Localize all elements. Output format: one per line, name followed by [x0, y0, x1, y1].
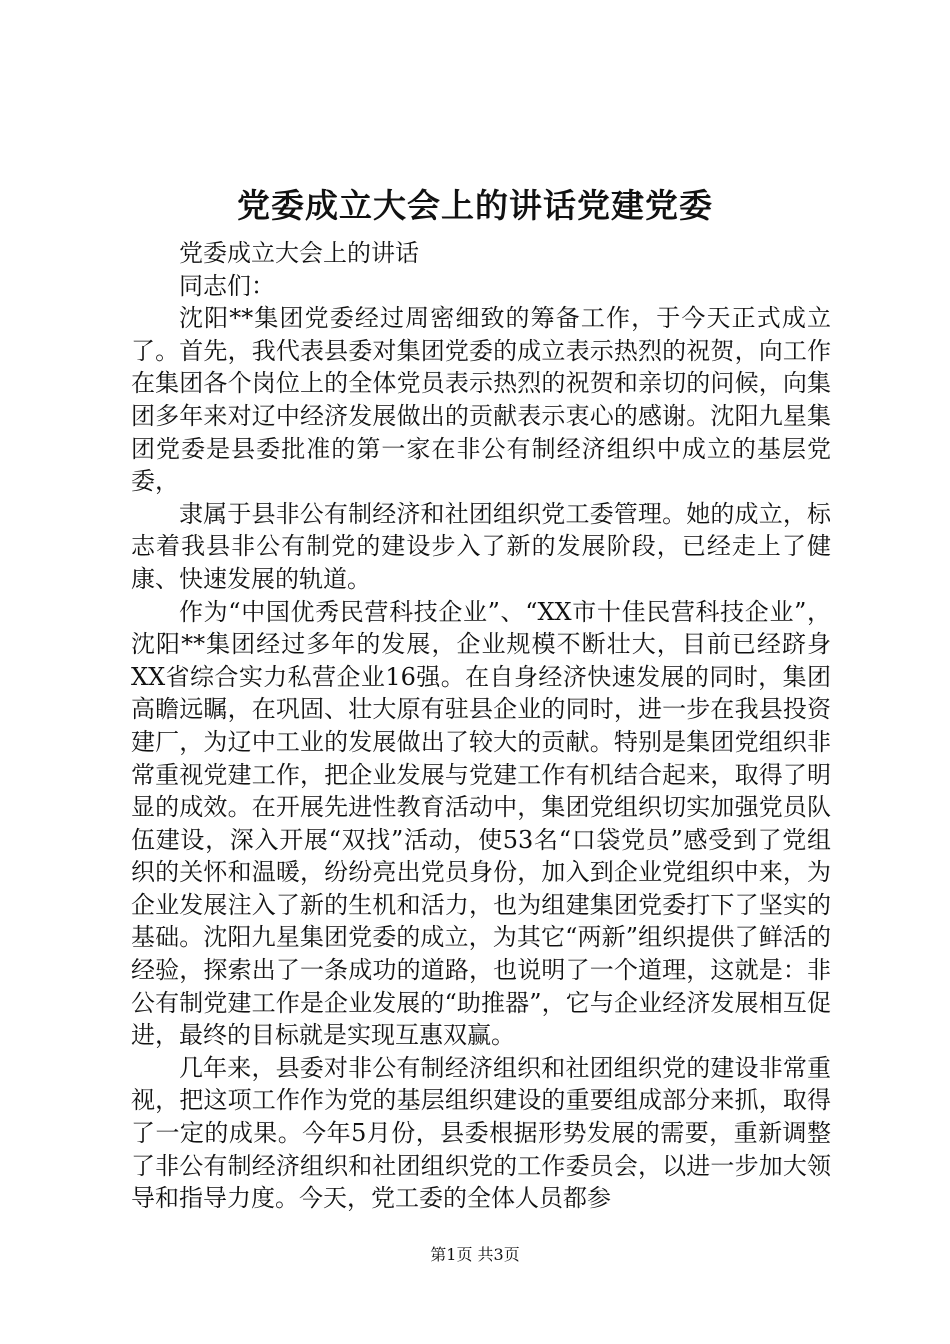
paragraph: 几年来，县委对非公有制经济组织和社团组织党的建设非常重视，把这项工作作为党的基层组织建设的重要组成部分来抓，取得了一定的成果。今年5月份，县委根据形势发展的需要，重新调整了非公有制经济组织和社团组织党的工作委员会，以进一步加大领导和指导力度。今天，党工委的全体人员都参 — [131, 1053, 831, 1213]
paragraph: 隶属于县非公有制经济和社团组织党工委管理。她的成立，标志着我县非公有制党的建设步入了新的发展阶段，已经走上了健康、快速发展的轨道。 — [131, 499, 831, 593]
paragraph: 作为“中国优秀民营科技企业”、“XX市十佳民营科技企业”，沈阳**集团经过多年的发展，企业规模不断壮大，目前已经跻身XX省综合实力私营企业16强。在自身经济快速发展的同时，集团高瞻远瞩，在巩固、壮大原有驻县企业的同时，进一步在我县投资建厂，为辽中工业的发展做出了较大的贡献。特别是集团党组织非常重视党建工作，把企业发展与党建工作有机结合起来，取得了明显的成效。在开展先进性教育活动中，集团党组织切实加强党员队伍建设，深入开展“双找”活动，使53名“口袋党员”感受到了党组织的关怀和温暖，纷纷亮出党员身份，加入到企业党组织中来，为企业发展注入了新的生机和活力，也为组建集团党委打下了坚实的基础。沈阳九星集团党委的成立，为其它“两新”组织提供了鲜活的经验，探索出了一条成功的道路，也说明了一个道理，这就是：非公有制党建工作是企业发展的“助推器”，它与企业经济发展相互促进，最终的目标就是实现互惠双赢。 — [131, 597, 831, 1050]
document-body — [131, 237, 831, 1215]
paragraph-subtitle: 党委成立大会上的讲话 — [179, 239, 419, 267]
page-number-footer: 第1页 共3页 — [430, 1245, 520, 1264]
document-title: 党委成立大会上的讲话党建党委 — [237, 186, 713, 225]
paragraph-salutation: 同志们： — [179, 271, 275, 300]
paragraph: 沈阳**集团党委经过周密细致的筹备工作，于今天正式成立了。首先，我代表县委对集团党委的成立表示热烈的祝贺，向工作在集团各个岗位上的全体党员表示热烈的祝贺和亲切的问候，向集团多年来对辽中经济发展做出的贡献表示衷心的感谢。沈阳九星集团党委是县委批准的第一家在非公有制经济组织中成立的基层党委， — [131, 304, 831, 496]
